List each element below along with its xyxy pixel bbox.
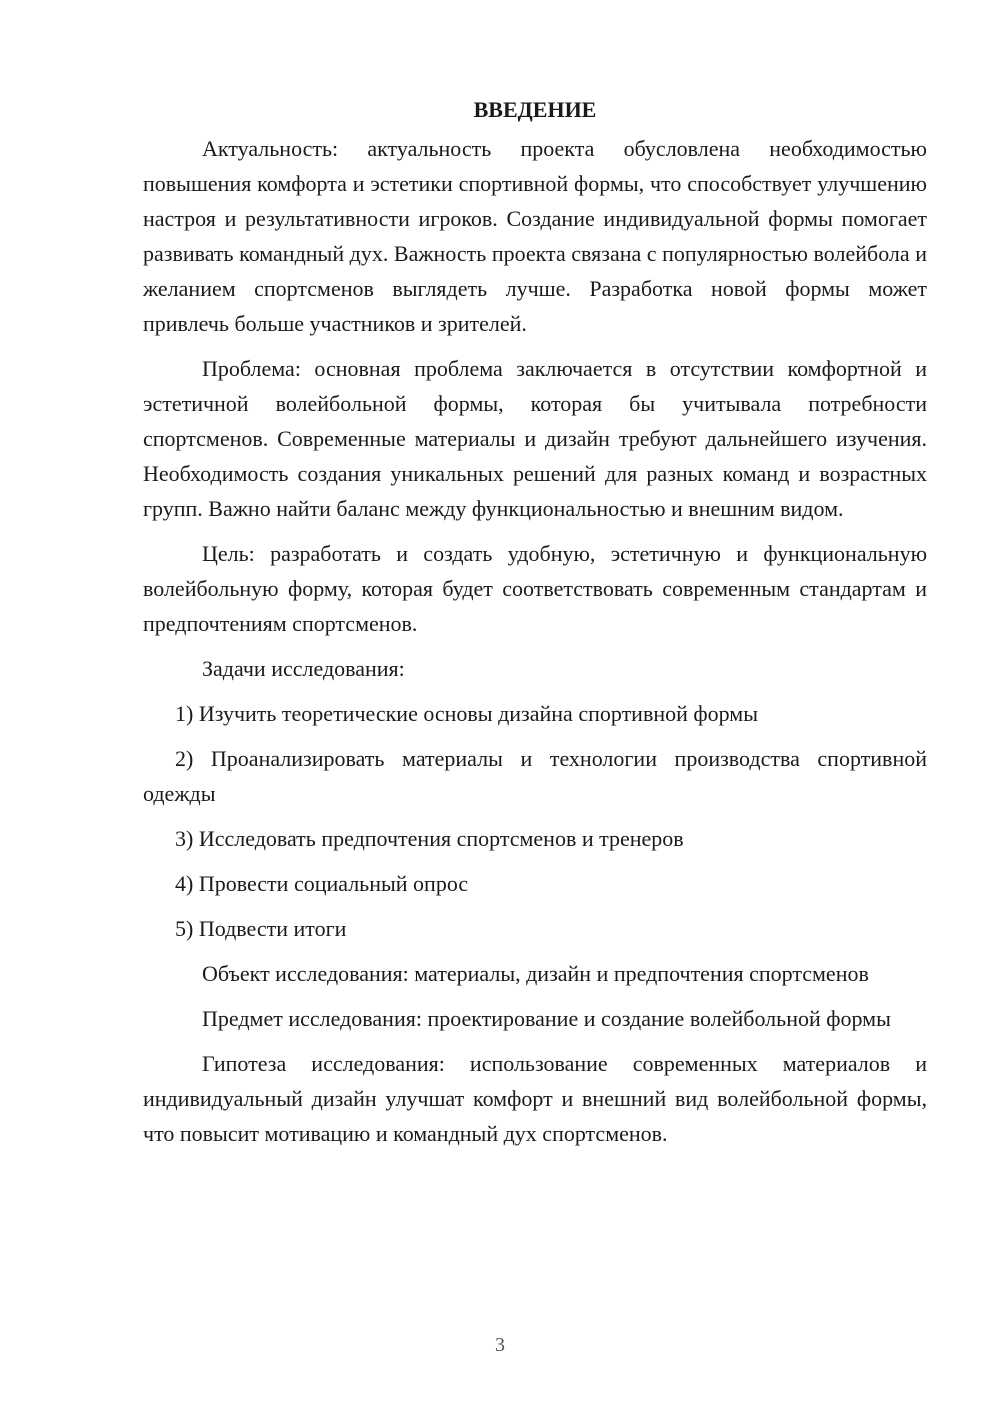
paragraph-tasks-heading: Задачи исследования: xyxy=(202,656,405,681)
paragraph-object: Объект исследования: материалы, дизайн и предпочтения спортсменов xyxy=(202,961,869,986)
paragraph-problem: Проблема: основная проблема заключается в отсутствии комфортной и эстетичной волейбольной формы, которая бы учитывала потребности спортсменов. Современные материалы и дизайн требуют дальнейшего изучения. Необходимость создания уникальных решений для разных команд и возрастных групп. Важно найти баланс между функциональностью и внешним видом. xyxy=(143,356,927,521)
paragraph-goal: Цель: разработать и создать удобную, эстетичную и функциональную волейбольную форму, которая будет соответствовать современным стандартам и предпочтениям спортсменов. xyxy=(143,541,927,636)
task-item-1: 1) Изучить теоретические основы дизайна спортивной формы xyxy=(175,701,759,726)
task-item-3: 3) Исследовать предпочтения спортсменов и тренеров xyxy=(175,826,684,851)
page-title: ВВЕДЕНИЕ xyxy=(473,97,597,122)
paragraph-relevance: Актуальность: актуальность проекта обусловлена необходимостью повышения комфорта и эстетики спортивной формы, что способствует улучшению настроя и результативности игроков. Создание индивидуальной формы помогает развивать командный дух. Важность проекта связана с популярностью волейбола и желанием спортсменов выглядеть лучше. Разработка новой формы может привлечь больше участников и зрителей. xyxy=(143,136,927,336)
document-page xyxy=(143,95,927,1161)
paragraph-subject: Предмет исследования: проектирование и создание волейбольной формы xyxy=(202,1006,891,1031)
task-item-2: 2) Проанализировать материалы и технологии производства спортивной одежды xyxy=(143,746,927,806)
task-item-5: 5) Подвести итоги xyxy=(175,916,347,941)
paragraph-hypothesis: Гипотеза исследования: использование современных материалов и индивидуальный дизайн улучшат комфорт и внешний вид волейбольной формы, что повысит мотивацию и командный дух спортсменов. xyxy=(143,1051,927,1146)
task-item-4: 4) Провести социальный опрос xyxy=(175,871,469,896)
page-number: 3 xyxy=(495,1334,505,1356)
